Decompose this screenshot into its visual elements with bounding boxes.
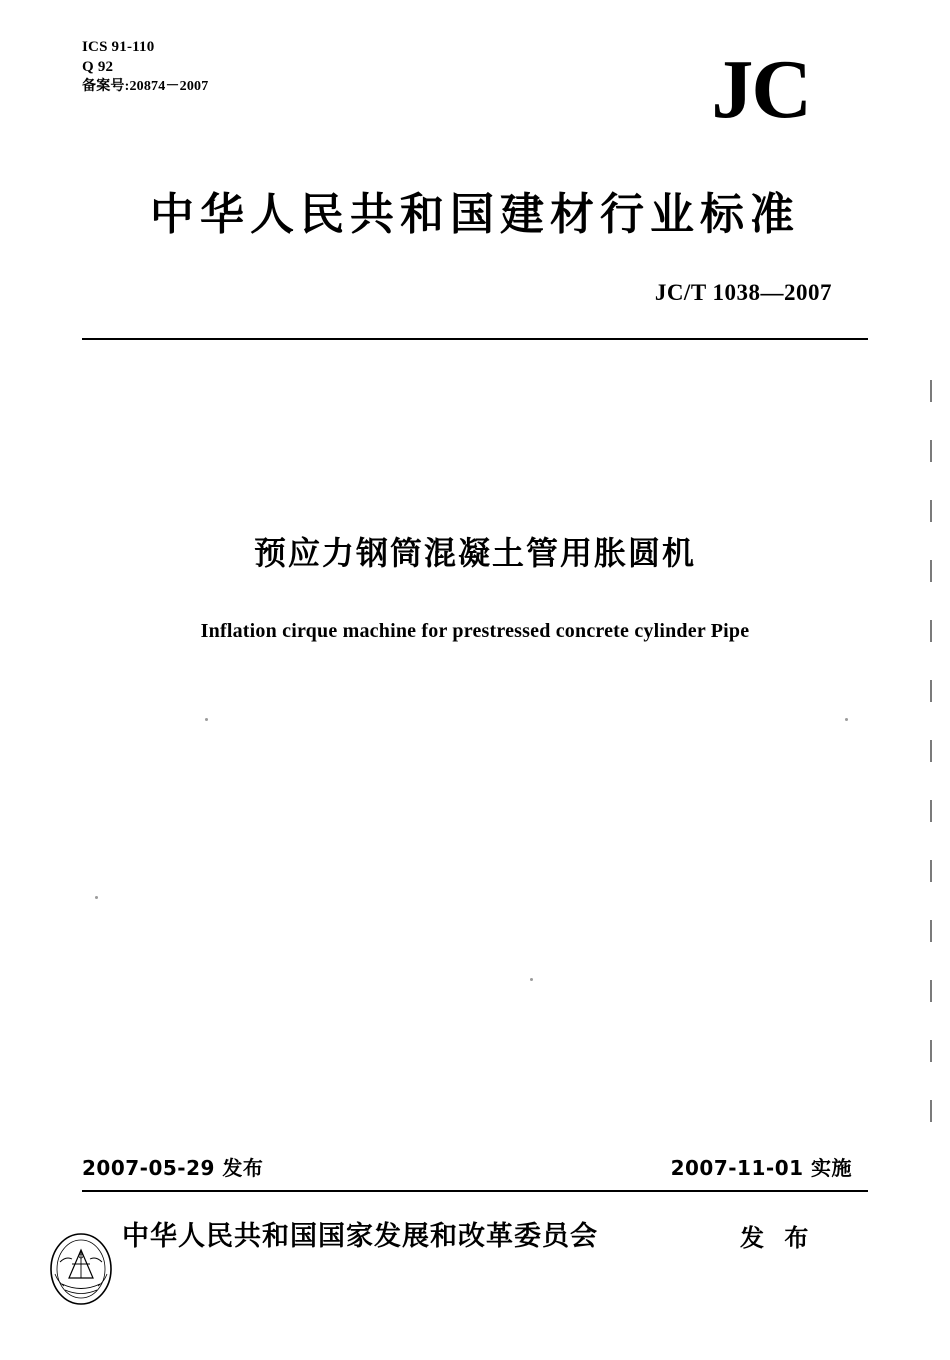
ics-header-block — [82, 38, 208, 96]
implementation-date: 2007-11-01 实施 — [670, 1156, 852, 1180]
publish-action-label: 发 布 — [740, 1224, 815, 1252]
registration-dot — [205, 718, 208, 721]
document-title-cn: 预应力钢筒混凝土管用胀圆机 — [253, 534, 696, 572]
margin-tick-marks — [930, 380, 932, 1160]
national-emblem-icon — [48, 1232, 114, 1306]
registration-dot — [530, 978, 533, 981]
record-number: 备案号:20874－2007 — [82, 78, 209, 94]
issuing-body-heading: 中华人民共和国建材行业标准 — [150, 189, 800, 240]
ics-code: ICS 91-110 — [82, 39, 155, 55]
jc-logo: JC — [711, 43, 810, 136]
issue-date: 2007-05-29 发布 — [82, 1156, 264, 1180]
footer-divider — [82, 1190, 868, 1192]
document-title-en: Inflation cirque machine for prestressed concrete cylinder Pipe — [200, 620, 750, 642]
standard-number: JC/T 1038—2007 — [654, 280, 832, 305]
registration-dot — [95, 896, 98, 899]
header-divider — [82, 338, 868, 340]
classification-code: Q 92 — [82, 58, 114, 75]
registration-dot — [845, 718, 848, 721]
publisher-name: 中华人民共和国国家发展和改革委员会 — [122, 1221, 598, 1252]
